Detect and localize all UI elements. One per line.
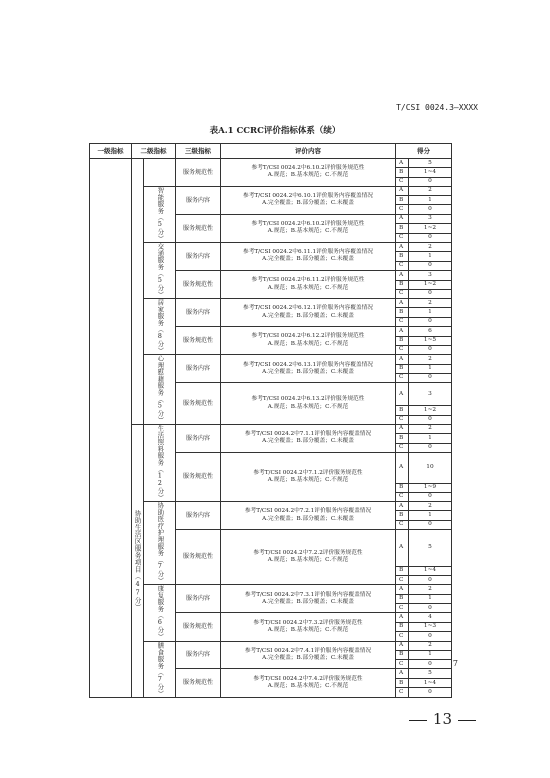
grade-letter: C: [396, 233, 409, 242]
score-value: 0: [409, 345, 452, 354]
evaluation-content-cell: [221, 270, 396, 298]
grade-letter: B: [396, 364, 409, 373]
score-value: 2: [409, 502, 452, 511]
table-row: [90, 159, 452, 168]
grade-letter: A: [396, 243, 409, 252]
table-row: [90, 243, 452, 252]
grade-letter: C: [396, 205, 409, 214]
score-value: 1~2: [409, 280, 452, 289]
grade-letter: A: [396, 613, 409, 623]
evaluation-content-cell: [221, 214, 396, 242]
score-value: 0: [409, 576, 452, 585]
score-value: 0: [409, 632, 452, 641]
content-line2: A.完全覆盖；B.部分覆盖；C.未覆盖: [262, 654, 354, 661]
grade-letter: B: [396, 511, 409, 520]
grade-letter: B: [396, 308, 409, 317]
content-line1: 参考T/CSI 0024.2中7.2.1评价服务内容覆盖情况: [244, 508, 372, 515]
level3-cell: 服务规范性: [176, 530, 221, 585]
content-line2: A.完全覆盖；B.部分覆盖；C.未覆盖: [262, 312, 354, 319]
grade-letter: C: [396, 261, 409, 270]
grade-letter: C: [396, 660, 409, 669]
grade-letter: C: [396, 492, 409, 501]
content-line2: A.完全覆盖；B.部分覆盖；C.未覆盖: [262, 256, 354, 263]
score-value: 0: [409, 688, 452, 697]
level2-blank-cell: [132, 159, 144, 425]
score-value: 1~2: [409, 224, 452, 233]
content-line1: 参考T/CSI 0024.2中7.2.2评价服务规范性: [253, 550, 363, 557]
score-value: 0: [409, 261, 452, 270]
grade-letter: A: [396, 159, 409, 168]
score-value: 4: [409, 613, 452, 623]
footer-page-number: [403, 710, 482, 728]
service-group-label: 生活照料服务（12分）: [144, 424, 176, 501]
content-line1: 参考T/CSI 0024.2中7.1.2评价服务规范性: [253, 469, 363, 476]
grade-letter: C: [396, 632, 409, 641]
table-title: 表A.1 CCRC评价指标体系（续）: [209, 126, 341, 136]
level3-cell: 服务规范性: [176, 214, 221, 242]
grade-letter: B: [396, 679, 409, 688]
score-value: 1: [409, 196, 452, 205]
evaluation-content-cell: [221, 355, 396, 383]
content-line2: A.规范；B.基本规范；C.不规范: [267, 626, 349, 633]
score-value: 1~2: [409, 406, 452, 415]
grade-letter: C: [396, 576, 409, 585]
grade-letter: A: [396, 502, 409, 511]
score-value: 3: [409, 383, 452, 406]
level2-cell: 协助生活区服务项目（47分）: [132, 424, 144, 697]
level3-cell: 服务规范性: [176, 159, 221, 187]
content-line2: A.规范；B.基本规范；C.不规范: [267, 284, 349, 291]
score-value: 1: [409, 252, 452, 261]
grade-letter: B: [396, 336, 409, 345]
service-group-label: 膳食服务（7分）: [144, 641, 176, 697]
service-group-label: [144, 159, 176, 187]
grade-letter: A: [396, 530, 409, 567]
level3-cell: 服务规范性: [176, 452, 221, 501]
content-line2: A.完全覆盖；B.部分覆盖；C.未覆盖: [262, 200, 354, 207]
score-value: 2: [409, 299, 452, 308]
content-line1: 参考T/CSI 0024.2中6.11.1评价服务内容覆盖情况: [243, 249, 373, 256]
col-level2-header: 二级指标: [132, 144, 176, 159]
grade-letter: C: [396, 415, 409, 424]
level3-cell: 服务内容: [176, 186, 221, 214]
content-line2: A.完全覆盖；B.部分覆盖；C.未覆盖: [262, 438, 354, 445]
score-value: 0: [409, 373, 452, 382]
grade-letter: B: [396, 566, 409, 575]
level3-cell: 服务内容: [176, 424, 221, 452]
score-value: 0: [409, 177, 452, 186]
content-line1: 参考T/CSI 0024.2中7.3.1评价服务内容覆盖情况: [244, 591, 372, 598]
grade-letter: A: [396, 214, 409, 224]
level3-cell: 服务内容: [176, 641, 221, 669]
grade-letter: B: [396, 196, 409, 205]
content-line2: A.规范；B.基本规范；C.不规范: [267, 476, 349, 483]
level3-cell: 服务内容: [176, 502, 221, 530]
service-group-label: 智能服务（5分）: [144, 186, 176, 242]
content-line1: 参考T/CSI 0024.2中7.1.1评价服务内容覆盖情况: [244, 431, 372, 438]
col-level1-header: 一级指标: [90, 144, 132, 159]
evaluation-content-cell: [221, 327, 396, 355]
table-row: [90, 186, 452, 195]
grade-letter: B: [396, 224, 409, 233]
service-group-label: 康复服务（6分）: [144, 585, 176, 641]
grade-letter: A: [396, 641, 409, 650]
grade-letter: A: [396, 270, 409, 280]
content-line2: A.规范；B.基本规范；C.不规范: [267, 683, 349, 690]
grade-letter: B: [396, 280, 409, 289]
evaluation-content-cell: [221, 424, 396, 452]
grade-letter: C: [396, 373, 409, 382]
score-value: 0: [409, 604, 452, 613]
content-line2: A.规范；B.基本规范；C.不规范: [267, 228, 349, 235]
content-line1: 参考T/CSI 0024.2中7.3.2评价服务规范性: [253, 619, 363, 626]
content-line1: 参考T/CSI 0024.2中6.10.2评价服务规范性: [251, 165, 365, 172]
grade-letter: C: [396, 520, 409, 529]
service-group-label: 交通服务（5分）: [144, 243, 176, 299]
level3-cell: 服务内容: [176, 299, 221, 327]
content-line1: 参考T/CSI 0024.2中6.13.2评价服务规范性: [251, 396, 365, 403]
score-value: 3: [409, 214, 452, 224]
content-line1: 参考T/CSI 0024.2中6.10.1评价服务内容覆盖情况: [243, 193, 373, 200]
evaluation-content-cell: [221, 585, 396, 613]
content-line1: 参考T/CSI 0024.2中7.4.1评价服务内容覆盖情况: [244, 647, 372, 654]
grade-letter: C: [396, 345, 409, 354]
content-line2: A.完全覆盖；B.部分覆盖；C.未覆盖: [262, 368, 354, 375]
score-value: 1~4: [409, 566, 452, 575]
grade-letter: A: [396, 452, 409, 483]
grade-letter: C: [396, 604, 409, 613]
table-header-row: [90, 144, 452, 159]
table-row: [90, 424, 452, 433]
evaluation-content-cell: [221, 383, 396, 425]
score-value: 1: [409, 511, 452, 520]
score-value: 1~4: [409, 679, 452, 688]
score-value: 1: [409, 364, 452, 373]
evaluation-content-cell: [221, 159, 396, 187]
col-score-header: 得分: [396, 144, 452, 159]
page-number: 7: [452, 659, 458, 668]
level3-cell: 服务内容: [176, 243, 221, 271]
grade-letter: C: [396, 177, 409, 186]
evaluation-content-cell: [221, 186, 396, 214]
content-line1: 参考T/CSI 0024.2中6.12.2评价服务规范性: [251, 333, 365, 340]
grade-letter: A: [396, 186, 409, 195]
score-value: 5: [409, 159, 452, 168]
grade-letter: B: [396, 168, 409, 177]
level3-cell: 服务规范性: [176, 327, 221, 355]
table-row: [90, 355, 452, 364]
service-group-label: 心理慰藉服务（5分）: [144, 355, 176, 425]
content-line1: 参考T/CSI 0024.2中7.4.2评价服务规范性: [253, 675, 363, 682]
score-value: 1~4: [409, 168, 452, 177]
grade-letter: B: [396, 406, 409, 415]
score-value: 0: [409, 492, 452, 501]
grade-letter: A: [396, 424, 409, 433]
content-line2: A.规范；B.基本规范；C.不规范: [267, 557, 349, 564]
table-row: [90, 641, 452, 650]
grade-letter: C: [396, 443, 409, 452]
score-value: 0: [409, 289, 452, 298]
evaluation-content-cell: [221, 299, 396, 327]
level3-cell: 服务规范性: [176, 613, 221, 641]
evaluation-content-cell: [221, 641, 396, 669]
content-line1: 参考T/CSI 0024.2中6.13.1评价服务内容覆盖情况: [243, 361, 373, 368]
grade-letter: B: [396, 252, 409, 261]
grade-letter: A: [396, 327, 409, 337]
evaluation-content-cell: [221, 669, 396, 697]
evaluation-content-cell: [221, 613, 396, 641]
score-value: 0: [409, 205, 452, 214]
score-value: 2: [409, 424, 452, 433]
score-value: 5: [409, 530, 452, 567]
level3-cell: 服务规范性: [176, 383, 221, 425]
footer-page-label: 13: [432, 710, 452, 728]
score-value: 2: [409, 641, 452, 650]
score-value: 6: [409, 327, 452, 337]
score-value: 2: [409, 186, 452, 195]
evaluation-content-cell: [221, 502, 396, 530]
score-value: 1: [409, 308, 452, 317]
table-row: [90, 299, 452, 308]
score-value: 3: [409, 270, 452, 280]
level3-cell: 服务内容: [176, 355, 221, 383]
score-value: 0: [409, 415, 452, 424]
grade-letter: B: [396, 594, 409, 603]
level3-cell: 服务规范性: [176, 669, 221, 697]
score-value: 2: [409, 355, 452, 364]
evaluation-content-cell: [221, 243, 396, 271]
content-line2: A.完全覆盖；B.部分覆盖；C.未覆盖: [262, 515, 354, 522]
content-line1: 参考T/CSI 0024.2中6.11.2评价服务规范性: [251, 277, 365, 284]
level1-cell: [90, 159, 132, 698]
level3-cell: 服务规范性: [176, 270, 221, 298]
score-value: 0: [409, 233, 452, 242]
score-value: 0: [409, 317, 452, 326]
grade-letter: C: [396, 289, 409, 298]
score-value: 0: [409, 660, 452, 669]
score-value: 1: [409, 650, 452, 659]
content-line2: A.完全覆盖；B.部分覆盖；C.未覆盖: [262, 598, 354, 605]
score-value: 1: [409, 434, 452, 443]
col-level3-header: 三级指标: [176, 144, 221, 159]
grade-letter: C: [396, 688, 409, 697]
evaluation-content-cell: [221, 452, 396, 501]
document-code: T/CSI 0024.3—XXXX: [396, 103, 478, 112]
table-row: [90, 585, 452, 594]
score-value: 1~9: [409, 483, 452, 492]
grade-letter: B: [396, 434, 409, 443]
grade-letter: A: [396, 299, 409, 308]
content-line1: 参考T/CSI 0024.2中6.10.2评价服务规范性: [251, 221, 365, 228]
grade-letter: B: [396, 483, 409, 492]
content-line2: A.规范；B.基本规范；C.不规范: [267, 172, 349, 179]
grade-letter: A: [396, 669, 409, 679]
score-value: 2: [409, 243, 452, 252]
grade-letter: B: [396, 622, 409, 631]
score-value: 5: [409, 669, 452, 679]
grade-letter: A: [396, 383, 409, 406]
content-line1: 参考T/CSI 0024.2中6.12.1评价服务内容覆盖情况: [243, 305, 373, 312]
evaluation-content-cell: [221, 530, 396, 585]
grade-letter: B: [396, 650, 409, 659]
grade-letter: A: [396, 355, 409, 364]
score-value: 2: [409, 585, 452, 594]
grade-letter: C: [396, 317, 409, 326]
content-line2: A.规范；B.基本规范；C.不规范: [267, 340, 349, 347]
score-value: 0: [409, 520, 452, 529]
score-value: 1: [409, 594, 452, 603]
level3-cell: 服务内容: [176, 585, 221, 613]
score-value: 10: [409, 452, 452, 483]
grade-letter: A: [396, 585, 409, 594]
score-value: 1~3: [409, 622, 452, 631]
content-line2: A.规范；B.基本规范；C.不规范: [267, 403, 349, 410]
score-value: 0: [409, 443, 452, 452]
score-value: 1~5: [409, 336, 452, 345]
service-group-label: 居家服务（8分）: [144, 299, 176, 355]
evaluation-index-table: [89, 143, 452, 698]
table-row: [90, 502, 452, 511]
service-group-label: 协助医疗护理服务（7分）: [144, 502, 176, 585]
col-content-header: 评价内容: [221, 144, 396, 159]
